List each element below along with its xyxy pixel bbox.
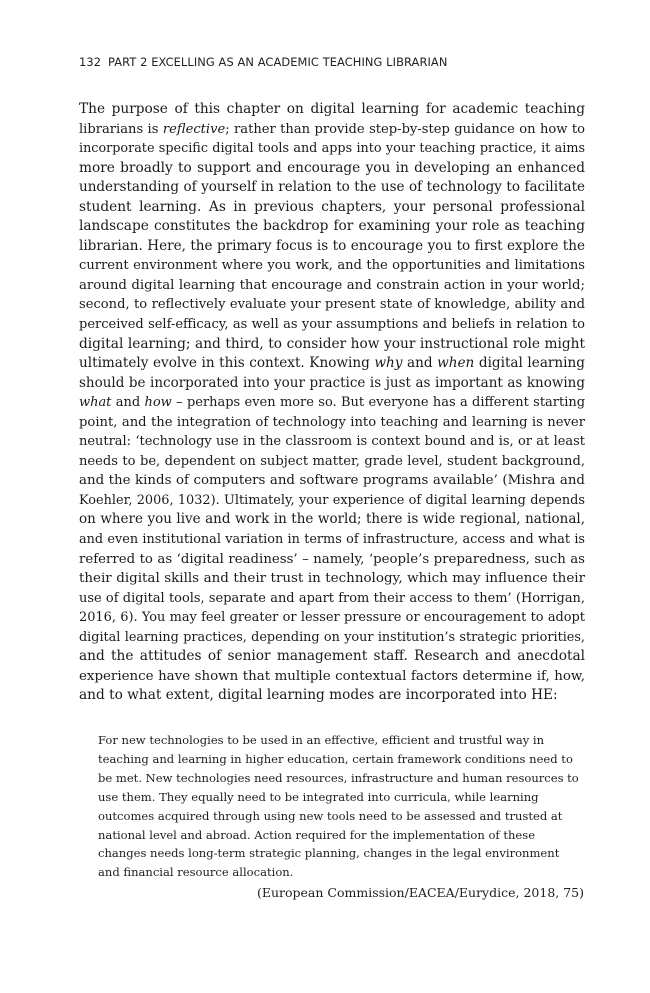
text-line: and even institutional variation in terms of infrastructure, access and what is (79, 532, 585, 548)
text-line: around digital learning that encourage and constrain action in your world; (79, 277, 585, 293)
text-line: Koehler, 2006, 1032). Ultimately, your experience of digital learning depends (79, 492, 585, 508)
body-paragraph (79, 100, 585, 706)
text-line: needs to be, dependent on subject matter, grade level, student background, (79, 453, 585, 469)
text-line: second, to reflectively evaluate your present state of knowledge, ability and (79, 297, 585, 313)
text-line: understanding of yourself in relation to the use of technology to facilitate (79, 179, 585, 196)
quote-line: national level and abroad. Action required for the implementation of these (98, 827, 536, 842)
running-title: PART 2 EXCELLING AS AN ACADEMIC TEACHING LIBRARIAN (108, 55, 448, 69)
text-line: 2016, 6). You may feel greater or lesser pressure or encouragement to adopt (79, 610, 585, 626)
text-line: incorporate specific digital tools and apps into your teaching practice, it aims (79, 141, 585, 157)
text-line: current environment where you work, and the opportunities and limitations (79, 258, 585, 274)
text-line: more broadly to support and encourage you in developing an enhanced (79, 159, 585, 176)
emphasis: when (437, 355, 475, 372)
text-line: and the kinds of computers and software programs available’ (Mishra and (79, 473, 585, 489)
text-line: on where you live and work in the world; there is wide regional, national, (79, 511, 585, 528)
text-line: landscape constitutes the backdrop for examining your role as teaching (79, 218, 585, 235)
quote-line: For new technologies to be used in an effective, efficient and trustful way in (98, 733, 545, 747)
emphasis: reflective (162, 121, 226, 137)
emphasis: what (79, 395, 112, 411)
quote-line: use them. They equally need to be integrated into curricula, while learning (98, 789, 539, 804)
text-line: digital learning; and third, to consider how your instructional role might (79, 335, 585, 352)
text-line: their digital skills and their trust in technology, which may influence their (79, 571, 585, 587)
text-line: point, and the integration of technology into teaching and learning is never (79, 414, 585, 430)
emphasis: how (144, 395, 172, 411)
text-line: ultimately evolve in this context. Knowing why and when digital learning (79, 355, 585, 372)
text-line: referred to as ‘digital readiness’ – namely, ‘people’s preparedness, such as (79, 551, 585, 567)
quote-line: changes needs long-term strategic planning, changes in the legal environment (98, 846, 560, 861)
text-line: perceived self-efficacy, as well as your assumptions and beliefs in relation to (79, 317, 585, 333)
text-line: digital learning practices, depending on your institution’s strategic priorities, (79, 629, 585, 645)
text-line: The purpose of this chapter on digital learning for academic teaching (79, 101, 585, 117)
quote-line: teaching and learning in higher education, certain framework conditions need to (98, 751, 573, 766)
text-line: use of digital tools, separate and apart from their access to them’ (Horrigan, (79, 590, 585, 606)
page-number: 132 (79, 55, 102, 69)
emphasis: why (374, 355, 403, 372)
text-line: experience have shown that multiple contextual factors determine if, how, (79, 668, 585, 684)
quote-line: be met. New technologies need resources, infrastructure and human resources to (98, 770, 579, 785)
text-line: librarians is reflective; rather than provide step-by-step guidance on how to (79, 121, 585, 137)
quote-citation: (European Commission/EACEA/Eurydice, 2018, 75) (256, 885, 584, 900)
text-line: neutral: ‘technology use in the classroom is context bound and is, or at least (79, 434, 585, 450)
text-line: what and how – perhaps even more so. But everyone has a different starting (79, 395, 585, 411)
quote-line: outcomes acquired through using new tools need to be assessed and trusted at (98, 808, 563, 823)
running-head (79, 55, 447, 69)
text-line: student learning. As in previous chapters, your personal professional (79, 198, 585, 215)
text-line: should be incorporated into your practice is just as important as knowing (79, 374, 585, 391)
text-line: librarian. Here, the primary focus is to encourage you to first explore the (79, 237, 585, 254)
text-line: and to what extent, digital learning modes are incorporated into HE: (79, 687, 558, 704)
text-line: and the attitudes of senior management staff. Research and anecdotal (79, 648, 585, 665)
quote-line: and financial resource allocation. (98, 865, 294, 880)
block-quote (98, 731, 586, 882)
